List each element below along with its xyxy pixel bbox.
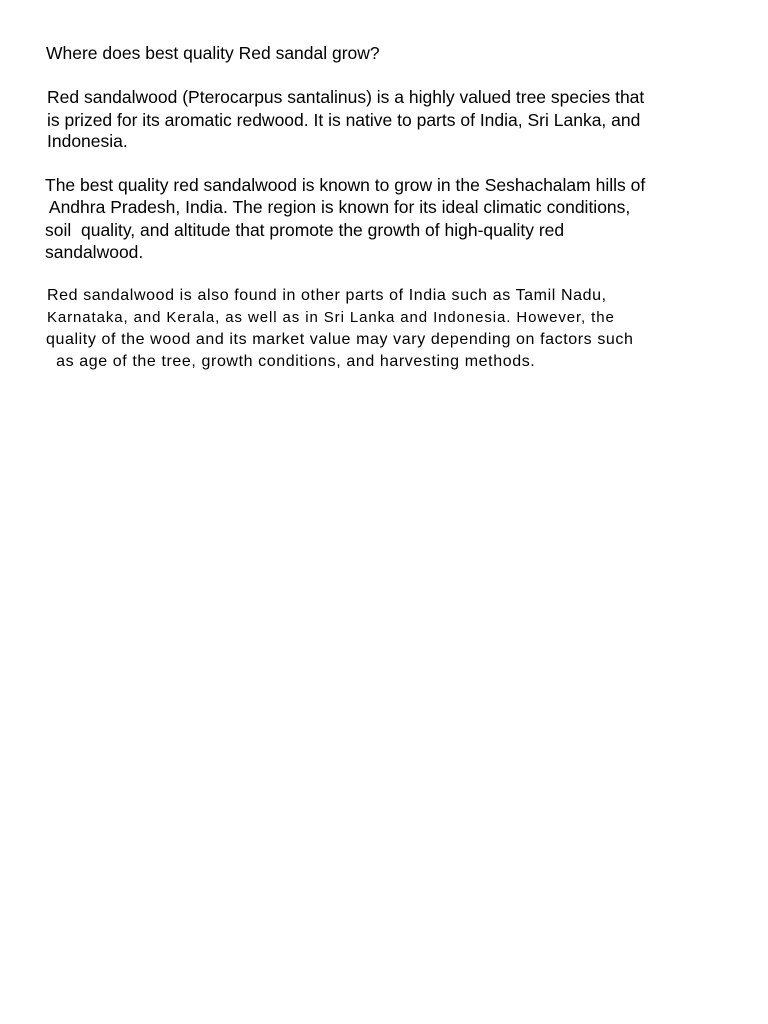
paragraph-3-line: as age of the tree, growth conditions, and harvesting methods. [46,353,536,370]
paragraph-3-line: Red sandalwood is also found in other parts of India such as Tamil Nadu, [47,287,607,304]
paragraph-1-line: Indonesia. [47,131,128,151]
paragraph-1-line: Red sandalwood (Pterocarpus santalinus) is a highly valued tree species that [47,87,645,107]
paragraph-3-line: Karnataka, and Kerala, as well as in Sri Lanka and Indonesia. However, the [47,309,615,326]
paragraph-2-line: soil quality, and altitude that promote the growth of high-quality red [45,220,565,240]
paragraph-2-line: sandalwood. [45,242,144,262]
question-heading: Where does best quality Red sandal grow? [46,43,380,63]
paragraph-2-line: The best quality red sandalwood is known to grow in the Seshachalam hills of [45,175,646,195]
paragraph-2-line: Andhra Pradesh, India. The region is known for its ideal climatic conditions, [45,197,631,217]
paragraph-1-line: is prized for its aromatic redwood. It is native to parts of India, Sri Lanka, and [47,110,641,130]
paragraph-3-line: quality of the wood and its market value may vary depending on factors such [46,331,634,348]
